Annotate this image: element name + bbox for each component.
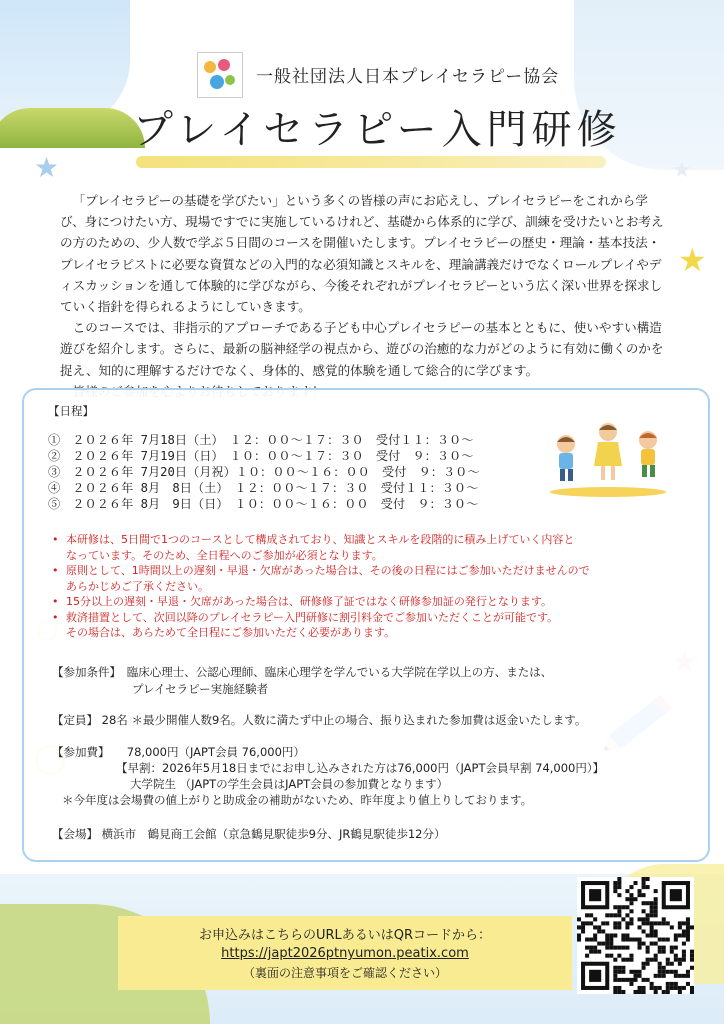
bullet: • — [52, 533, 59, 546]
fee-main: 78,000円（JAPT会員 76,000円） — [126, 745, 305, 759]
note-line: 救済措置として、次回以降のプレイセラピー入門研修に割引料金でご参加いただくことが可能です。 — [66, 610, 559, 624]
bullet: • — [52, 610, 59, 624]
note-item — [52, 532, 652, 563]
schedule-list — [48, 432, 480, 512]
intro-paragraph: 「プレイセラピーの基礎を学びたい」という多くの皆様の声にお応えし、プレイセラピーをこれから学び、身につけたい方、現場ですでに実施しているけれど、基礎から体系的に学び、訓練を受けたいとお考えの方のための、少人数で学ぶ５日間のコースを開催いたします。プレイセラピーの歴史・理論・基本技法・プレイセラピストに必要な資質などの入門的な必須知識とスキルを、理論講義だけでなくロールプレイやディスカッションを通して体験的に学びながら、今後それぞれがプレイセラピーという広く深い世界を探求していく指針を得られるようにしていきます。 — [60, 193, 664, 315]
capacity-section — [52, 712, 586, 728]
organization-name: 一般社団法人日本プレイセラピー協会 — [256, 67, 560, 87]
apply-url-link[interactable]: https://japt2026ptnyumon.peatix.com — [221, 946, 469, 961]
notes-list — [52, 532, 652, 641]
star-icon: ★ — [34, 151, 60, 184]
note-line: 15分以上の遅刻・早退・欠席があった場合は、研修修了証ではなく研修参加証の発行となります。 — [66, 595, 553, 608]
fee-section — [52, 744, 604, 808]
bullet: • — [52, 595, 59, 608]
venue-label: 【会場】 — [52, 827, 98, 841]
intro-paragraph: このコースでは、非指示的アプローチである子ども中心プレイセラピーの基本とともに、使いやすい構造遊びを紹介します。さらに、最新の脳神経学の視点から、遊びの治癒的な力がどのように有効に働くのかを捉え、知的に理解するだけでなく、身体的、感覚的体験を通して総合的に学びます。 — [60, 320, 664, 378]
note-line: その場合は、あらためて全日程にご参加いただく必要があります。 — [66, 626, 396, 639]
fee-student: 大学院生 （JAPTの学生会員はJAPT会員の参加費となります） — [130, 777, 449, 791]
note-item — [52, 610, 652, 641]
schedule-heading: 【日程】 — [48, 404, 94, 418]
intro-text — [60, 190, 670, 402]
capacity-text: 28名 ＊最少開催人数9名。人数に満たず中止の場合、振り込まれた参加費は返金いたします。 — [101, 713, 587, 727]
hill-decoration — [0, 108, 145, 148]
star-icon: ★ — [678, 241, 707, 279]
note-line: 原則として、1時間以上の遅刻・早退・欠席があった場合は、その後の日程にはご参加いただけませんので — [66, 564, 590, 577]
title-underline — [136, 156, 606, 168]
note-item — [52, 594, 652, 610]
conditions-text: プレイセラピー実施経験者 — [132, 682, 269, 696]
apply-note: （裏面の注意事項をご確認ください） — [242, 966, 447, 980]
apply-instruction: お申込みはこちらのURLあるいはQRコードから： — [198, 928, 492, 943]
venue-text: 横浜市 鶴見商工会館（京急鶴見駅徒歩9分、JR鶴見駅徒歩12分） — [101, 827, 446, 841]
fee-label: 【参加費】 — [52, 745, 104, 759]
fee-early: 【早割：2026年5月18日までにお申し込みされた方は76,000円（JAPT会員早割 74,000円）】 — [116, 761, 605, 775]
conditions-text: 臨床心理士、公認心理師、臨床心理学を学んでいる大学院在学以上の方、または、 — [126, 665, 553, 679]
note-item — [52, 563, 652, 594]
children-illustration — [548, 414, 668, 498]
venue-section — [52, 826, 446, 842]
capacity-label: 【定員】 — [52, 713, 98, 727]
association-logo — [197, 52, 243, 98]
note-line: なっています。そのため、全日程へのご参加が必須となります。 — [66, 548, 383, 562]
star-icon: ★ — [672, 158, 692, 183]
schedule-item: ⑤ ２０２６年 8月 9日（日） １０：００〜１６：００ 受付 ９：３０〜 — [48, 497, 479, 511]
schedule-item: ① ２０２６年 7月18日（土） １２：００〜１７：３０ 受付１１：３０〜 — [48, 433, 474, 447]
schedule-item: ④ ２０２６年 8月 8日（土） １２：００〜１７：３０ 受付１１：３０〜 — [48, 481, 479, 495]
conditions-section — [52, 664, 552, 698]
apply-box — [118, 916, 572, 990]
page-title: プレイセラピー入門研修 — [133, 107, 622, 153]
note-line: 本研修は、5日間で1つのコースとして構成されており、知識とスキルを段階的に積み上げていく内容と — [66, 533, 575, 546]
conditions-label: 【参加条件】 — [52, 665, 116, 679]
bullet: • — [52, 564, 59, 577]
qr-code[interactable] — [577, 877, 694, 994]
schedule-item: ② ２０２６年 7月19日（日） １０：００〜１７：３０ 受付 ９：３０〜 — [48, 449, 474, 463]
note-line: あらかじめご了承ください。 — [66, 579, 209, 593]
schedule-item: ③ ２０２６年 7月20日（月祝）１０：００〜１６：００ 受付 ９：３０〜 — [48, 465, 480, 479]
fee-note: ＊今年度は会場費の値上がりと助成金の補助がないため、昨年度より値上りしております。 — [62, 793, 533, 807]
